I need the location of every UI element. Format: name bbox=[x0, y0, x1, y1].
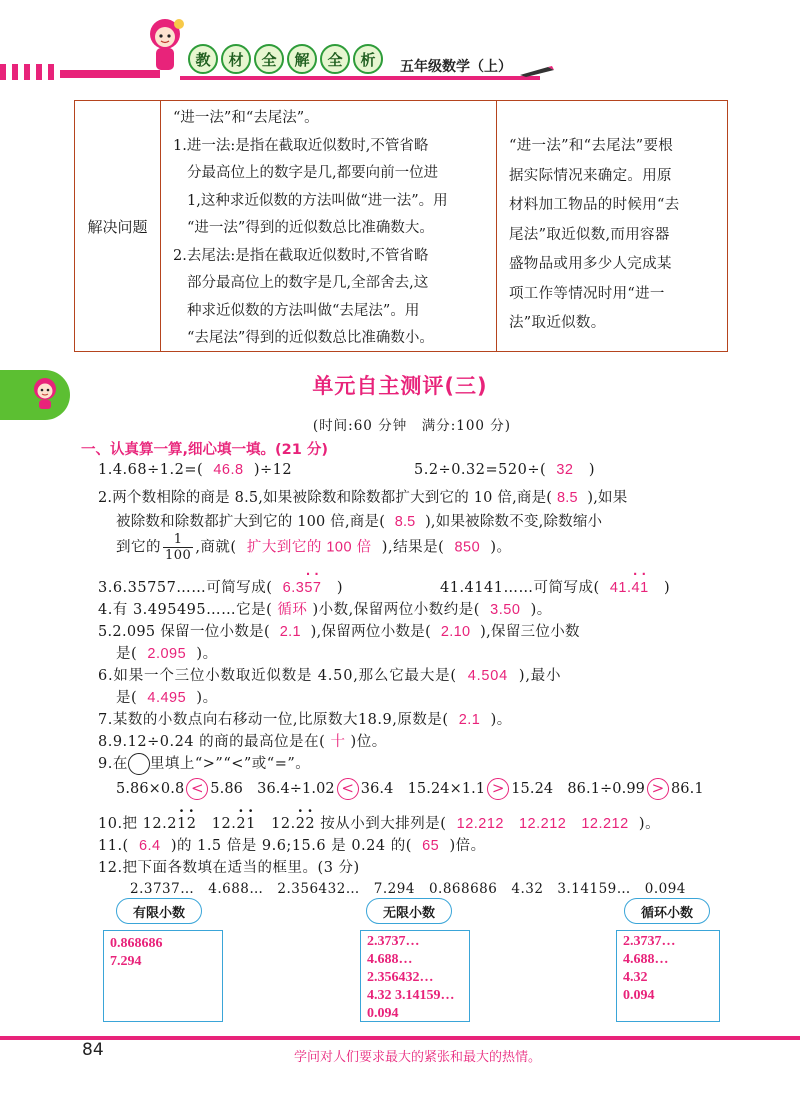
answer-circle: < bbox=[337, 778, 359, 800]
answer: 2.1 bbox=[279, 624, 301, 640]
number: 12.· 2· 2 bbox=[271, 816, 315, 832]
box-label-recurring: 循环小数 bbox=[624, 898, 710, 924]
header-underline bbox=[180, 76, 540, 80]
box-item: 4.32 bbox=[623, 970, 648, 985]
question-5: 5.2.095 保留一位小数是( 2.1 ),保留两位小数是( 2.10 ),保留三位小数 bbox=[98, 624, 580, 640]
answer: 6.4 bbox=[138, 838, 161, 854]
series-char-1: 教 bbox=[188, 44, 218, 74]
box-item: 0.094 bbox=[367, 1006, 399, 1021]
box-label-infinite: 无限小数 bbox=[366, 898, 452, 924]
question-6: 6.如果一个三位小数取近似数是 4.50,那么它最大是( 4.504 ),最小 bbox=[98, 668, 562, 684]
question-5-line2: 是( 2.095 )。 bbox=[116, 646, 218, 662]
table-text-line: 据实际情况来确定。用原 bbox=[509, 167, 672, 184]
box-item: 2.3737… bbox=[367, 934, 420, 949]
table-text-line: 项工作等情况时用“进一 bbox=[509, 285, 665, 302]
answer-circle: < bbox=[186, 778, 208, 800]
answer: 2.095 bbox=[147, 646, 187, 662]
question-2-line1: 2.两个数相除的商是 8.5,如果被除数和除数都扩大到它的 10 倍,商是( 8.5 ),如果 bbox=[98, 490, 628, 506]
unit-test-title: 单元自主测评(三) bbox=[312, 374, 488, 398]
question-12: 12.把下面各数填在适当的框里。(3 分) bbox=[98, 860, 360, 876]
question-1a: 1.4.68÷1.2=( 46.8 )÷12 bbox=[98, 462, 293, 478]
table-text-line: “去尾法”得到的近似数总比准确数小。 bbox=[187, 330, 434, 346]
pen-icon bbox=[518, 64, 556, 78]
table-text-line: 2.去尾法:是指在截取近似数时,不管省略 bbox=[173, 247, 429, 264]
compare-item: 5.86×0.8 < 5.86 bbox=[116, 781, 243, 797]
series-char-3: 全 bbox=[254, 44, 284, 74]
page-header bbox=[0, 0, 800, 95]
series-char-6: 析 bbox=[353, 44, 383, 74]
series-char-2: 材 bbox=[221, 44, 251, 74]
header-checker-decoration bbox=[0, 64, 60, 80]
box-item: 7.294 bbox=[110, 954, 142, 969]
table-text-line: 1,这种求近似数的方法叫做“进一法”。用 bbox=[187, 192, 448, 209]
footer-quote: 学问对人们要求最大的紧张和最大的热情。 bbox=[294, 1050, 542, 1065]
answer: 4.504 bbox=[467, 668, 509, 684]
question-1b: 5.2÷0.32=520÷( 32 ) bbox=[414, 462, 595, 478]
table-text-line: 尾法”取近似数,而用容器 bbox=[509, 226, 670, 243]
question-4: 4.有 3.495495……它是( 循环 )小数,保留两位小数约是( 3.50 )。 bbox=[98, 602, 552, 618]
table-text-line: 法”取近似数。 bbox=[509, 315, 606, 331]
compare-item: 15.24×1.1 > 15.24 bbox=[408, 781, 554, 797]
question-3a: 3.6.35757……可简写成( 6.3· 5· 7 ) bbox=[98, 576, 343, 597]
answer: 2.10 bbox=[440, 624, 471, 640]
box-recurring-decimals bbox=[616, 930, 720, 1022]
answer: 4.495 bbox=[147, 690, 187, 706]
answer: 46.8 bbox=[213, 462, 244, 478]
compare-item: 86.1÷0.99 > 86.1 bbox=[567, 781, 703, 797]
series-char-5: 全 bbox=[320, 44, 350, 74]
question-7: 7.某数的小数点向右移动一位,比原数大18.9,原数是( 2.1 )。 bbox=[98, 712, 512, 728]
box-label-finite: 有限小数 bbox=[116, 898, 202, 924]
answer: 8.5 bbox=[394, 514, 416, 530]
answer: 扩大到它的 100 倍 bbox=[246, 539, 372, 556]
table-text-line: 分最高位上的数字是几,都要向前一位进 bbox=[187, 165, 439, 181]
table-row-label: 解决问题 bbox=[75, 101, 161, 351]
table-text-line: 材料加工物品的时候用“去 bbox=[509, 197, 680, 213]
question-10: 10.把 12.2· 1· 2 12.· 2· 1 12.· 2· 2 按从小到大排列是( 12.212 12.212 12.212 )。 bbox=[98, 812, 660, 833]
table-right-cell bbox=[497, 101, 727, 351]
table-text-line: 盛物品或用多少人完成某 bbox=[509, 256, 672, 272]
question-3b: 41.4141……可简写成( 41.· 4· 1 ) bbox=[440, 576, 670, 597]
box-item: 2.356432… bbox=[367, 970, 434, 985]
box-item: 0.868686 bbox=[110, 936, 163, 951]
number: 12.· 2· 1 bbox=[212, 816, 256, 832]
table-text-line: “进一法”得到的近似数总比准确数大。 bbox=[187, 220, 434, 236]
box-item: 4.688… bbox=[367, 952, 413, 967]
question-2-line2: 被除数和除数都扩大到它的 100 倍,商是( 8.5 ),如果被除数不变,除数缩小 bbox=[116, 514, 603, 530]
answer: 41.· 4· 1 bbox=[610, 580, 649, 596]
table-text-line: 1.进一法:是指在截取近似数时,不管省略 bbox=[173, 137, 429, 154]
answer: 循环 bbox=[277, 602, 308, 618]
circle-blank-icon bbox=[128, 753, 150, 775]
question-6-line2: 是( 4.495 )。 bbox=[116, 690, 218, 706]
table-text-line: “进一法”和“去尾法”要根 bbox=[509, 138, 674, 154]
answer: 8.5 bbox=[556, 490, 578, 506]
box-item: 4.32 3.14159… bbox=[367, 988, 455, 1003]
answer: 850 bbox=[454, 539, 481, 556]
answer: 65 bbox=[422, 838, 440, 854]
answer: 6.3· 5· 7 bbox=[283, 580, 322, 596]
mascot-girl-icon bbox=[142, 14, 188, 76]
answer: 2.1 bbox=[458, 712, 481, 728]
answer: 十 bbox=[330, 734, 346, 750]
box-item: 0.094 bbox=[623, 988, 655, 1003]
box-item: 2.3737… bbox=[623, 934, 676, 949]
table-text-line: 部分最高位上的数字是几,全部舍去,这 bbox=[187, 275, 429, 291]
question-9-items bbox=[116, 778, 704, 800]
table-middle-cell bbox=[161, 101, 497, 351]
answer-circle: > bbox=[647, 778, 669, 800]
box-item: 4.688… bbox=[623, 952, 669, 967]
question-9: 9.在 里填上“>”“<”或“=”。 bbox=[98, 752, 310, 775]
fraction: $\frac{1}{100}$ bbox=[165, 532, 192, 563]
table-text-line: “进一法”和“去尾法”。 bbox=[173, 110, 319, 126]
answer: 12.212 12.212 12.212 bbox=[456, 816, 629, 832]
number: 12.2· 1· 2 bbox=[143, 816, 197, 832]
table-text-line: 种求近似数的方法叫做“去尾法”。用 bbox=[187, 302, 420, 319]
knowledge-table bbox=[74, 100, 728, 352]
book-subtitle: 五年级数学（上） bbox=[400, 59, 512, 75]
question-2-line3: 到它的 $\frac{1}{100}$ ,商就( 扩大到它的 100 倍 ),结果是( 850 )。 bbox=[116, 532, 512, 563]
question-12-numbers: 2.3737… 4.688… 2.356432… 7.294 0.868686 4.32 3.14159… 0.094 bbox=[130, 881, 686, 897]
series-char-4: 解 bbox=[287, 44, 317, 74]
series-title bbox=[188, 44, 383, 74]
question-11: 11.( 6.4 )的 1.5 倍是 9.6;15.6 是 0.24 的( 65 )倍。 bbox=[98, 838, 486, 854]
footer-rule bbox=[0, 1036, 800, 1040]
answer-circle: > bbox=[487, 778, 509, 800]
time-score-info: (时间:60 分钟 满分:100 分) bbox=[312, 418, 512, 434]
box-infinite-decimals bbox=[360, 930, 470, 1022]
question-8: 8.9.12÷0.24 的商的最高位是在( 十 )位。 bbox=[98, 734, 387, 750]
answer: 3.50 bbox=[490, 602, 521, 618]
answer: 32 bbox=[556, 462, 574, 478]
compare-item: 36.4÷1.02 < 36.4 bbox=[257, 781, 393, 797]
page-number: 84 bbox=[82, 1040, 104, 1060]
section-heading: 一、认真算一算,细心填一填。(21 分) bbox=[81, 442, 328, 458]
box-finite-decimals bbox=[103, 930, 223, 1022]
